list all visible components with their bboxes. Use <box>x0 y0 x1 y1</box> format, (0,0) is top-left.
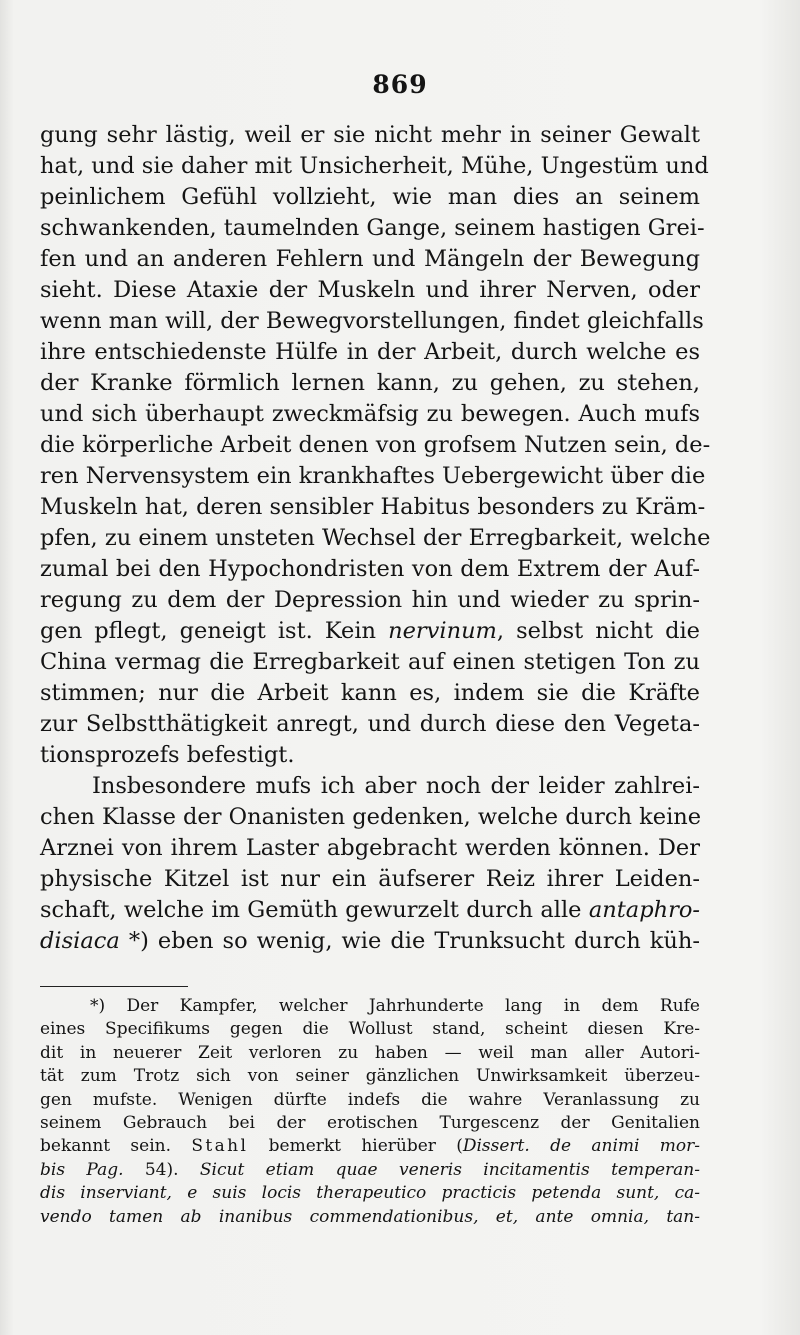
text-line: fen und an anderen Fehlern und Mängeln der Bewegung <box>40 246 700 272</box>
italic-term: antaphro- <box>588 897 700 923</box>
footnote-line: tät zum Trotz sich von seiner gänzlichen Unwirksamkeit überzeu- <box>40 1066 700 1087</box>
italic-citation: Dissert. de animi mor- <box>462 1136 700 1157</box>
text-line: ihre entschiedenste Hülfe in der Arbeit, durch welche es <box>40 339 700 365</box>
text-line: zumal bei den Hypochondristen von dem Extrem der Auf- <box>40 556 700 582</box>
text-line: wenn man will, der Bewegvorstellungen, findet gleichfalls <box>40 308 704 334</box>
text-line: physische Kitzel ist nur ein äufserer Reiz ihrer Leiden- <box>40 866 700 892</box>
footnote-line <box>40 1135 700 1158</box>
text-segment: gen pflegt, geneigt ist. Kein <box>40 618 377 644</box>
footnote-line: seinem Gebrauch bei der erotischen Turgescenz der Genitalien <box>40 1112 700 1133</box>
body-text <box>40 120 711 957</box>
text-line: Muskeln hat, deren sensibler Habitus besonders zu Kräm- <box>40 494 706 520</box>
text-line: Arznei von ihrem Laster abgebracht werden können. Der <box>40 835 700 861</box>
footnote <box>40 995 700 1229</box>
text-segment: 54). <box>144 1159 179 1180</box>
text-line: zur Selbstthätigkeit anregt, und durch diese den Vegeta- <box>40 711 700 737</box>
text-line: peinlichem Gefühl vollzieht, wie man dies an seinem <box>40 184 700 210</box>
text-line: China vermag die Erregbarkeit auf einen stetigen Ton zu <box>40 649 700 675</box>
text-line: pfen, zu einem unsteten Wechsel der Erregbarkeit, welche <box>40 525 711 551</box>
paragraph-start: Insbesondere mufs ich aber noch der leider zahlrei- <box>92 773 700 799</box>
text-segment: *) eben so wenig, wie die Trunksucht durch küh- <box>119 928 700 954</box>
text-line: der Kranke förmlich lernen kann, zu gehen, zu stehen, <box>40 370 700 396</box>
italic-term: nervinum <box>388 618 497 644</box>
text-line: stimmen; nur die Arbeit kann es, indem sie die Kräfte <box>40 680 700 706</box>
page-number: 869 <box>372 70 428 99</box>
text-segment: bemerkt hierüber ( <box>268 1136 463 1157</box>
italic-term: disiaca <box>40 928 120 954</box>
text-line: und sich überhaupt zweckmäfsig zu bewegen. Auch mufs <box>40 401 700 427</box>
latin-quote: dis inserviant, e suis locis therapeutico practicis petenda sunt, ca- <box>40 1183 700 1204</box>
footnote-line <box>40 1159 700 1182</box>
text-segment: , selbst nicht die <box>496 618 700 644</box>
text-segment: schaft, welche im Gemüth gewurzelt durch alle <box>40 897 582 923</box>
latin-quote: Sicut etiam quae veneris incitamentis temperan- <box>199 1159 700 1180</box>
footnote-line: dit in neuerer Zeit verloren zu haben — weil man aller Autori- <box>40 1042 700 1063</box>
text-line: die körperliche Arbeit denen von grofsem Nutzen sein, de- <box>40 432 711 458</box>
text-line: gung sehr lästig, weil er sie nicht mehr in seiner Gewalt <box>40 122 700 148</box>
latin-quote: vendo tamen ab inanibus commendationibus, et, ante omnia, tan- <box>40 1206 700 1227</box>
footnote-line: gen mufste. Wenigen dürfte indefs die wahre Veranlassung zu <box>40 1089 700 1110</box>
text-line <box>40 926 700 957</box>
italic-citation: bis Pag. <box>40 1159 124 1180</box>
text-line: regung zu dem der Depression hin und wieder zu sprin- <box>40 587 700 613</box>
text-line: ren Nervensystem ein krankhaftes Uebergewicht über die <box>40 463 706 489</box>
footnote-line: eines Specifikums gegen die Wollust stand, scheint diesen Kre- <box>40 1019 700 1040</box>
footnote-line: *) Der Kampfer, welcher Jahrhunderte lang in dem Rufe <box>90 996 700 1016</box>
text-segment: bekannt sein. <box>40 1136 171 1157</box>
text-line <box>40 616 700 647</box>
spaced-name: Stahl <box>191 1136 249 1157</box>
footnote-divider <box>40 986 188 987</box>
text-line: hat, und sie daher mit Unsicherheit, Mühe, Ungestüm und <box>40 153 709 179</box>
text-line: schwankenden, taumelnden Gange, seinem hastigen Grei- <box>40 215 705 241</box>
text-line: sieht. Diese Ataxie der Muskeln und ihrer Nerven, oder <box>40 277 700 303</box>
text-line: chen Klasse der Onanisten gedenken, welche durch keine <box>40 804 702 830</box>
text-line: tionsprozefs befestigt. <box>40 742 295 768</box>
text-line <box>40 895 700 926</box>
